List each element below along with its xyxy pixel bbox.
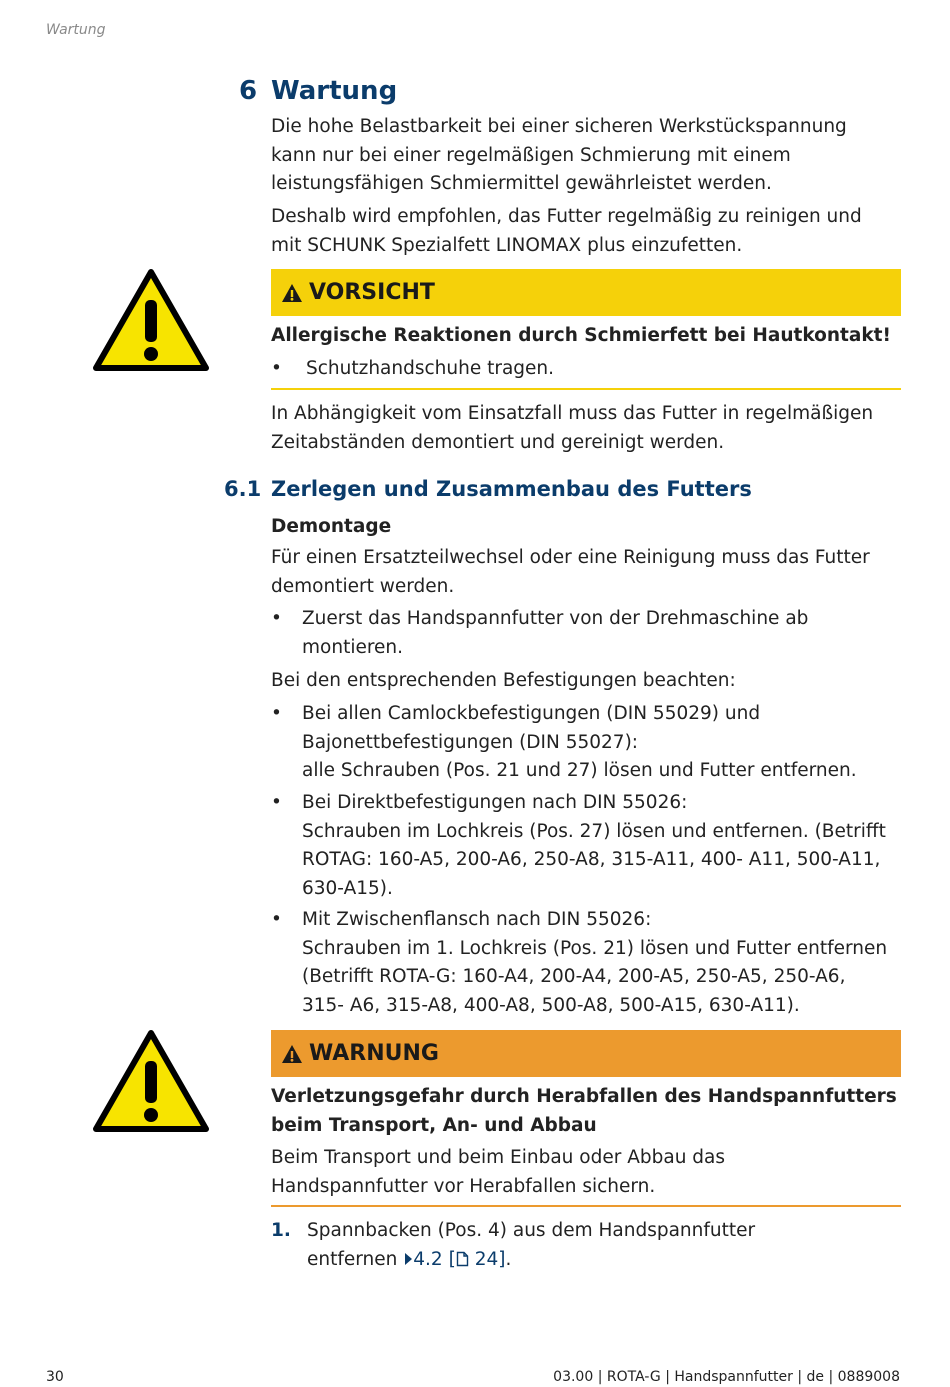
caution-small-warning-icon (281, 283, 303, 303)
bullet-4-symbol: • (271, 909, 282, 930)
bullet-3-symbol: • (271, 792, 282, 813)
step-number: 1. (271, 1220, 291, 1241)
caution-label: VORSICHT (309, 280, 435, 305)
demontage-paragraph: Für einen Ersatzteilwechsel oder eine Reinigung muss das Futter demontiert werden. (271, 547, 870, 597)
subsection-number: 6.1 (224, 477, 262, 501)
warning-label: WARNUNG (309, 1041, 439, 1066)
bullet-2-symbol: • (271, 703, 282, 724)
footer-page-number: 30 (46, 1369, 64, 1385)
demontage-heading: Demontage (271, 516, 392, 537)
befestigungen-intro: Bei den entsprechenden Befestigungen beachten: (271, 670, 736, 691)
bullet-1-symbol: • (271, 608, 282, 629)
warning-text: Beim Transport und beim Einbau oder Abbau das Handspannfutter vor Herabfallen sichern. (271, 1147, 726, 1197)
caution-divider (271, 388, 901, 390)
warning-divider (271, 1205, 901, 1207)
subsection-title: Zerlegen und Zusammenbau des Futters (271, 477, 752, 501)
link-arrow-icon (403, 1252, 413, 1266)
intro-paragraph: Die hohe Belastbarkeit bei einer sicheren Werkstückspannung kann nur bei einer regelmäßigen Schmierung mit einem leistungsfähigen Schmiermittel gewährleistet werden. (271, 116, 847, 194)
bullet-4-text: Mit Zwischenflansch nach DIN 55026: Schrauben im 1. Lochkreis (Pos. 21) lösen und Futter entfernen (Betrifft ROTA-G: 160-A4, 200-A4, 200-A5, 250-A5, 250-A6, 315- A6, 315-A8, 400-A8, 500-A8, 500-A15, 630-A11). (302, 909, 888, 1016)
running-header: Wartung (46, 22, 106, 38)
caution-signal-bar (271, 269, 901, 316)
page-icon (456, 1251, 469, 1267)
cross-reference-link[interactable]: 4.2 [ 24] (413, 1248, 506, 1270)
bullet-3-text: Bei Direktbefestigungen nach DIN 55026: Schrauben im Lochkreis (Pos. 27) lösen und entfernen. (Betrifft ROTAG: 160-A5, 200-A6, 250-A8, 315-A11, 400- A11, 500-A11, 630-A15). (302, 792, 886, 899)
bullet-1-text: Zuerst das Handspannfutter von der Drehmaschine ab montieren. (302, 608, 809, 658)
warning-heading: Verletzungsgefahr durch Herabfallen des Handspannfutters beim Transport, An- und Abbau (271, 1086, 897, 1136)
step-text: Spannbacken (Pos. 4) aus dem Handspannfutter entfernen 4.2 [ 24]. (307, 1220, 756, 1270)
warning-signal-bar (271, 1030, 901, 1077)
caution-heading: Allergische Reaktionen durch Schmierfett bei Hautkontakt! (271, 325, 891, 346)
bullet-2-text: Bei allen Camlockbefestigungen (DIN 55029) und Bajonettbefestigungen (DIN 55027): alle Schrauben (Pos. 21 und 27) lösen und Futter entfernen. (302, 703, 857, 781)
caution-warning-triangle-icon (92, 268, 210, 372)
warning-small-warning-icon (281, 1044, 303, 1064)
section-title: Wartung (271, 76, 398, 106)
warning-warning-triangle-icon (92, 1029, 210, 1133)
footer-document-meta: 03.00 | ROTA-G | Handspannfutter | de | 0889008 (553, 1369, 900, 1385)
section-number: 6 (239, 76, 258, 106)
recommend-paragraph: Deshalb wird empfohlen, das Futter regelmäßig zu reinigen und mit SCHUNK Spezialfett LINOMAX plus einzufetten. (271, 206, 862, 256)
caution-item: Schutzhandschuhe tragen. (306, 358, 555, 379)
after-caution-paragraph: In Abhängigkeit vom Einsatzfall muss das Futter in regelmäßigen Zeitabständen demontiert und gereinigt werden. (271, 403, 874, 453)
caution-bullet: • (271, 358, 282, 379)
